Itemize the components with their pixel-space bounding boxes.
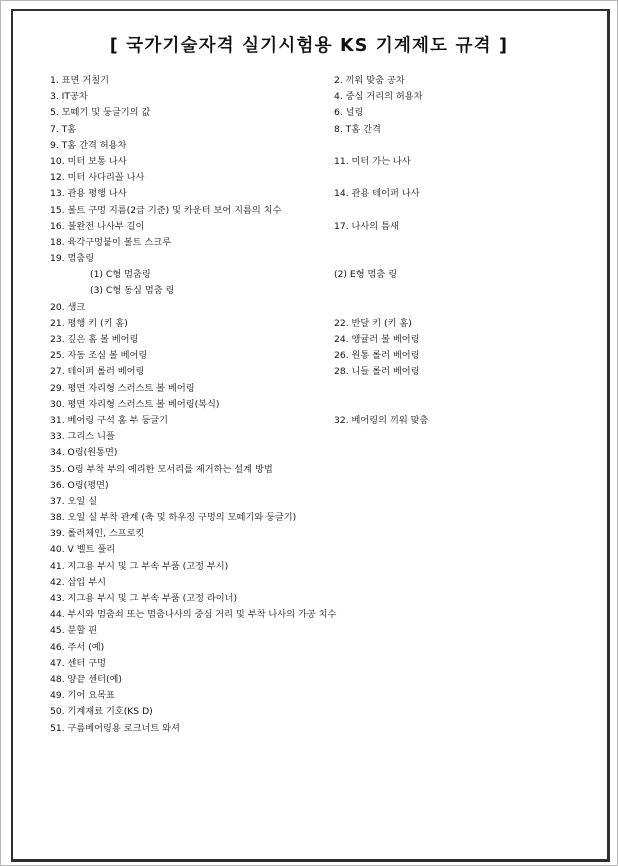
index-item-row [50, 364, 590, 380]
index-item-left: 45. 분할 핀 [50, 625, 98, 637]
index-item-row [50, 526, 590, 542]
index-item-row [50, 640, 590, 656]
index-item-row [50, 89, 590, 105]
index-item-right: 8. T홈 간격 [334, 123, 381, 135]
index-item-left: 21. 평행 키 (키 홈) [50, 317, 128, 329]
index-item-left: 19. 멈춤링 [50, 253, 95, 265]
index-item-row [50, 251, 590, 267]
index-item-left: 29. 평면 자리형 스러스트 볼 베어링 [50, 382, 195, 394]
index-item-left: 41. 지그용 부시 및 그 부속 부품 (고정 부시) [50, 560, 229, 572]
index-item-row [50, 607, 590, 623]
index-item-left: 31. 베어링 구석 홈 부 둥글기 [50, 414, 168, 426]
index-item-row [50, 510, 590, 526]
index-item-row [50, 623, 590, 639]
index-item-left: 37. 오일 실 [50, 495, 98, 507]
index-item-left: 50. 기계재료 기호(KS D) [50, 706, 153, 718]
index-item-left: 16. 불완전 나사부 길이 [50, 220, 145, 232]
index-item-row [50, 348, 590, 364]
index-item-row [50, 721, 590, 737]
index-item-row [50, 332, 590, 348]
standards-index-list [50, 73, 590, 737]
index-item-row [50, 688, 590, 704]
index-item-row [50, 478, 590, 494]
index-item-left: 10. 미터 보통 나사 [50, 155, 127, 167]
index-item-row [50, 542, 590, 558]
sub-item-row [50, 283, 590, 299]
index-item-row [50, 300, 590, 316]
index-item-left: 30. 평면 자리형 스러스트 볼 베어링(복식) [50, 398, 220, 410]
index-item-left: 34. O링(원통면) [50, 447, 118, 459]
index-item-left: 20. 생크 [50, 301, 86, 313]
index-item-row [50, 494, 590, 510]
index-item-row [50, 445, 590, 461]
index-item-right: 2. 끼워 맞춤 공차 [334, 75, 405, 86]
index-item-left: 15. 볼트 구멍 지름(2급 기준) 및 카운터 보어 지름의 치수 [50, 204, 282, 216]
index-item-row [50, 575, 590, 591]
index-item-row [50, 656, 590, 672]
index-item-left: 40. V 벨트 풀리 [50, 544, 116, 556]
index-item-right: 14. 관용 테이퍼 나사 [334, 188, 420, 200]
index-item-row [50, 170, 590, 186]
index-item-right: 24. 앵귤러 볼 베어링 [334, 334, 420, 345]
index-item-left: 1. 표면 거칠기 [50, 75, 109, 86]
index-item-left: 39. 롤러체인, 스프로킷 [50, 528, 145, 540]
index-item-left: 13. 관용 평행 나사 [50, 188, 127, 200]
index-item-left: 33. 그리스 니플 [50, 431, 115, 443]
index-item-left: 7. T홈 [50, 123, 77, 135]
index-item-left: 46. 주서 (예) [50, 641, 105, 653]
index-item-left: 47. 센터 구멍 [50, 657, 106, 669]
index-item-right: 26. 원통 롤러 베어링 [334, 350, 420, 362]
index-item-row [50, 413, 590, 429]
index-item-right: 28. 니들 롤러 베어링 [334, 366, 420, 378]
index-item-row [50, 203, 590, 219]
index-item-left: 25. 자동 조심 볼 베어링 [50, 350, 148, 362]
index-item-right: 4. 중심 거리의 허용차 [334, 91, 423, 103]
index-item-row [50, 105, 590, 121]
index-item-row [50, 462, 590, 478]
document-title: [ 국가기술자격 실기시험용 KS 기계제도 규격 ] [109, 36, 509, 56]
index-item-row [50, 397, 590, 413]
index-item-left: 49. 기어 요목표 [50, 690, 115, 702]
index-item-right: 17. 나사의 틈새 [334, 220, 399, 232]
index-item-row [50, 316, 590, 332]
index-item-left: 23. 깊은 홈 볼 베어링 [50, 334, 139, 345]
index-item-row [50, 235, 590, 251]
index-item-row [50, 559, 590, 575]
index-item-left: 9. T홈 간격 허용차 [50, 139, 127, 151]
index-item-row [50, 122, 590, 138]
index-item-row [50, 704, 590, 720]
index-item-left: 51. 구름베어링용 로크너트 와셔 [50, 722, 180, 734]
index-item-row [50, 138, 590, 154]
index-item-left: 42. 삽입 부시 [50, 576, 106, 588]
index-item-left: 38. 오일 실 부착 관계 (축 및 하우징 구멍의 모떼기와 둥글기) [50, 512, 297, 524]
index-item-left: 5. 모떼기 및 둥글기의 값 [50, 107, 151, 119]
index-item-left: 36. O링(평면) [50, 479, 109, 491]
index-item-left: (1) C형 멈춤링 [90, 269, 151, 281]
index-item-right: (2) E형 멈춤 링 [334, 269, 398, 281]
index-item-right: 6. 널링 [334, 107, 364, 119]
index-item-row [50, 186, 590, 202]
index-item-left: 27. 테이퍼 롤러 베어링 [50, 366, 145, 378]
index-item-row [50, 73, 590, 89]
index-item-left: 3. IT공차 [50, 91, 88, 103]
sub-item-row [50, 267, 590, 283]
index-item-row [50, 154, 590, 170]
index-item-row [50, 672, 590, 688]
index-item-right: 11. 미터 가는 나사 [334, 155, 411, 167]
index-item-row [50, 429, 590, 445]
index-item-left: 48. 양끝 센터(예) [50, 673, 122, 685]
index-item-left: 43. 지그용 부시 및 그 부속 부품 (고정 라이너) [50, 593, 238, 604]
index-item-row [50, 219, 590, 235]
index-item-row [50, 591, 590, 607]
index-item-row [50, 381, 590, 397]
index-item-left: (3) C형 동심 멈춤 링 [90, 285, 175, 297]
index-item-left: 44. 부시와 멈춤쇠 또는 멈춤나사의 중심 거리 및 부착 나사의 가공 치수 [50, 609, 337, 621]
index-item-left: 12. 미터 사다리꼴 나사 [50, 172, 145, 184]
index-item-right: 22. 반달 키 (키 홈) [334, 317, 412, 329]
index-item-right: 32. 베어링의 끼워 맞춤 [334, 414, 429, 426]
index-item-left: 35. O링 부착 부의 예리한 모서리를 제거하는 설계 방법 [50, 463, 273, 475]
index-item-left: 18. 육각구멍붙이 볼트 스크루 [50, 236, 171, 248]
